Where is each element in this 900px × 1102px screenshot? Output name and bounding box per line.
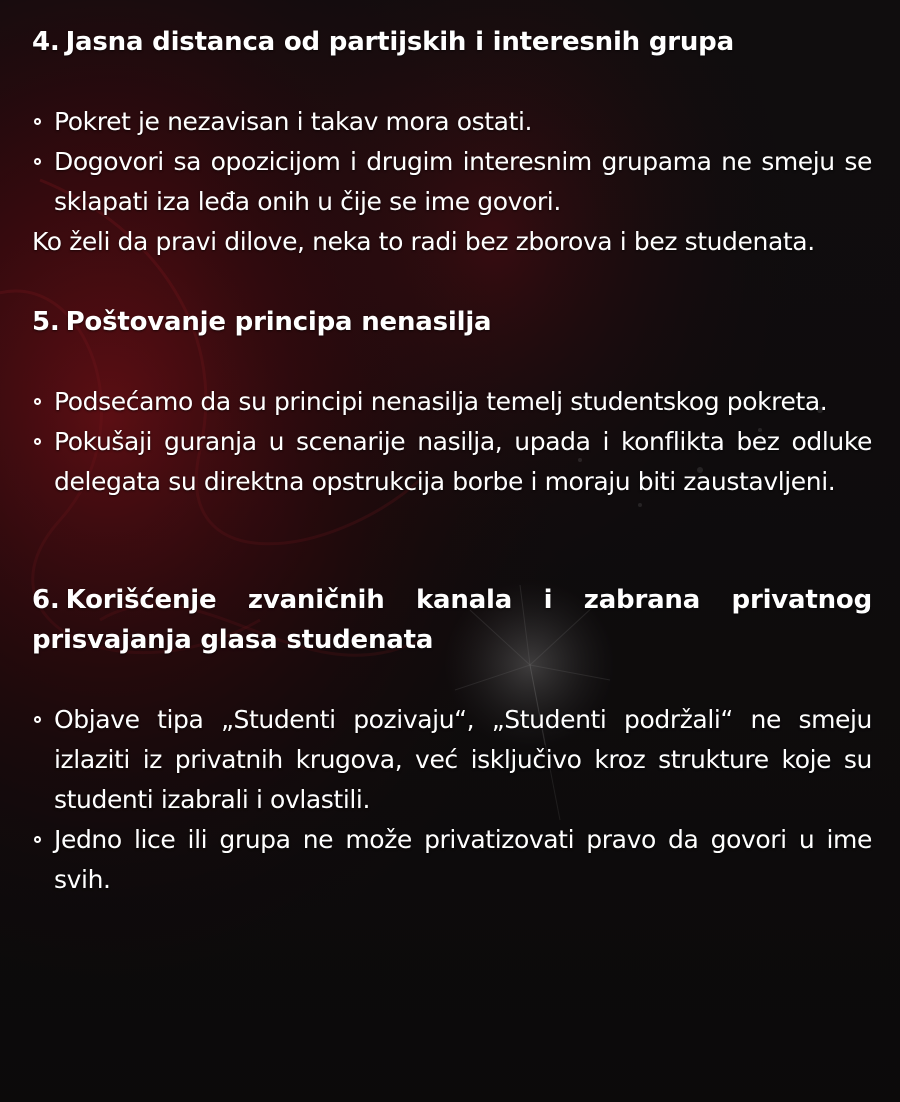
- bullet-icon: [34, 836, 41, 843]
- list-item-text: Podsećamo da su principi nenasilja temelj studentskog pokreta.: [54, 387, 828, 416]
- bullet-list: [32, 382, 872, 502]
- list-item: [32, 102, 872, 142]
- section-6: [32, 580, 872, 900]
- bullet-icon: [34, 158, 41, 165]
- section-number: 6.: [32, 585, 60, 615]
- bullet-icon: [34, 398, 41, 405]
- list-item: [32, 142, 872, 222]
- list-item-text: Jedno lice ili grupa ne može privatizovati pravo da govori u ime svih.: [54, 825, 872, 894]
- list-item-text: Objave tipa „Studenti pozivaju“, „Studenti podržali“ ne smeju izlaziti iz privatnih krugova, već isključivo kroz strukture koje su studenti izabrali i ovlastili.: [54, 705, 872, 814]
- list-item-text: Dogovori sa opozicijom i drugim interesnim grupama ne smeju se sklapati iza leđa onih u čije se ime govori.: [54, 147, 872, 216]
- document-body: [32, 22, 872, 900]
- section-title: Poštovanje principa nenasilja: [65, 307, 492, 337]
- section-heading: [32, 580, 872, 660]
- section-heading: [32, 302, 872, 342]
- list-item: [32, 700, 872, 820]
- bullet-icon: [34, 438, 41, 445]
- section-number: 5.: [32, 307, 60, 337]
- list-item: [32, 382, 872, 422]
- section-number: 4.: [32, 27, 60, 57]
- bullet-icon: [34, 118, 41, 125]
- bullet-list: [32, 700, 872, 900]
- section-title: Korišćenje zvaničnih kanala i zabrana privatnog prisvajanja glasa studenata: [32, 585, 872, 655]
- bullet-icon: [34, 716, 41, 723]
- bullet-list: [32, 102, 872, 222]
- section-paragraph: Ko želi da pravi dilove, neka to radi bez zborova i bez studenata.: [32, 227, 815, 256]
- section-heading: [32, 22, 872, 62]
- list-item: [32, 422, 872, 502]
- section-4: [32, 22, 872, 262]
- list-item: [32, 820, 872, 900]
- section-title: Jasna distanca od partijskih i interesnih grupa: [65, 27, 734, 57]
- list-item-text: Pokušaji guranja u scenarije nasilja, upada i konflikta bez odluke delegata su direktna opstrukcija borbe i moraju biti zaustavljeni.: [54, 427, 872, 496]
- section-5: [32, 302, 872, 502]
- list-item-text: Pokret je nezavisan i takav mora ostati.: [54, 107, 533, 136]
